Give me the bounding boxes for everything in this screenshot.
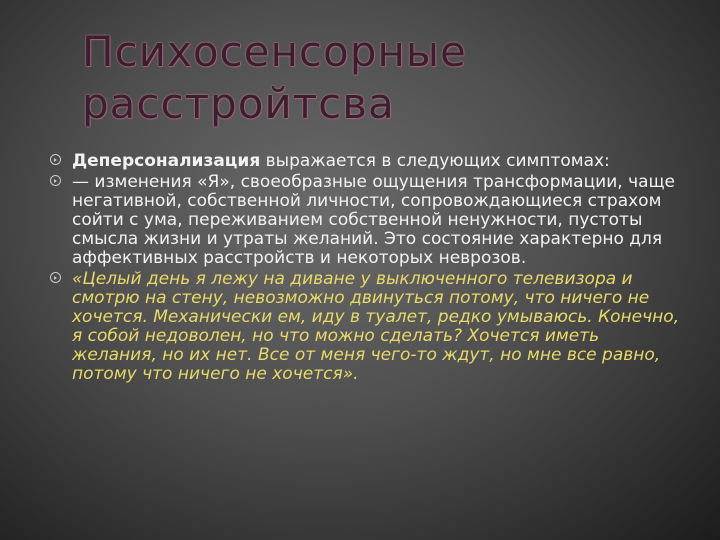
list-item-description (72, 173, 682, 268)
circle-arrow-bullet-icon (50, 175, 61, 186)
item-text: выражается в следующих симптомах: (260, 151, 610, 171)
circle-arrow-bullet-icon (50, 272, 61, 283)
slide-title: Психосенсорные расстройтсва (82, 27, 467, 128)
list-item-quote (72, 270, 682, 384)
circle-arrow-bullet-icon (50, 154, 61, 165)
item-text: — изменения «Я», своеобразные ощущения трансформации, чаще негативной, собственной личности, сопровождающиеся страхом сойти с ума, переживанием собственной ненужности, пустоты смысла жизни и утраты желаний. Это состояние характерно для аффективных расстройств и некоторых неврозов. (72, 172, 676, 268)
patient-quote: «Целый день я лежу на диване у выключенного телевизора и смотрю на стену, невозможно двинуться потому, что ничего не хочется. Механически ем, иду в туалет, редко умываюсь. Конечно, я собой недоволен, но что можно сделать? Хочется иметь желания, но их нет. Все от меня чего-то ждут, но мне все равно, потому что ничего не хочется». (72, 269, 680, 384)
slide-body (72, 152, 682, 386)
term-depersonalization: Деперсонализация (72, 151, 261, 171)
list-item-depersonalization (72, 152, 682, 171)
